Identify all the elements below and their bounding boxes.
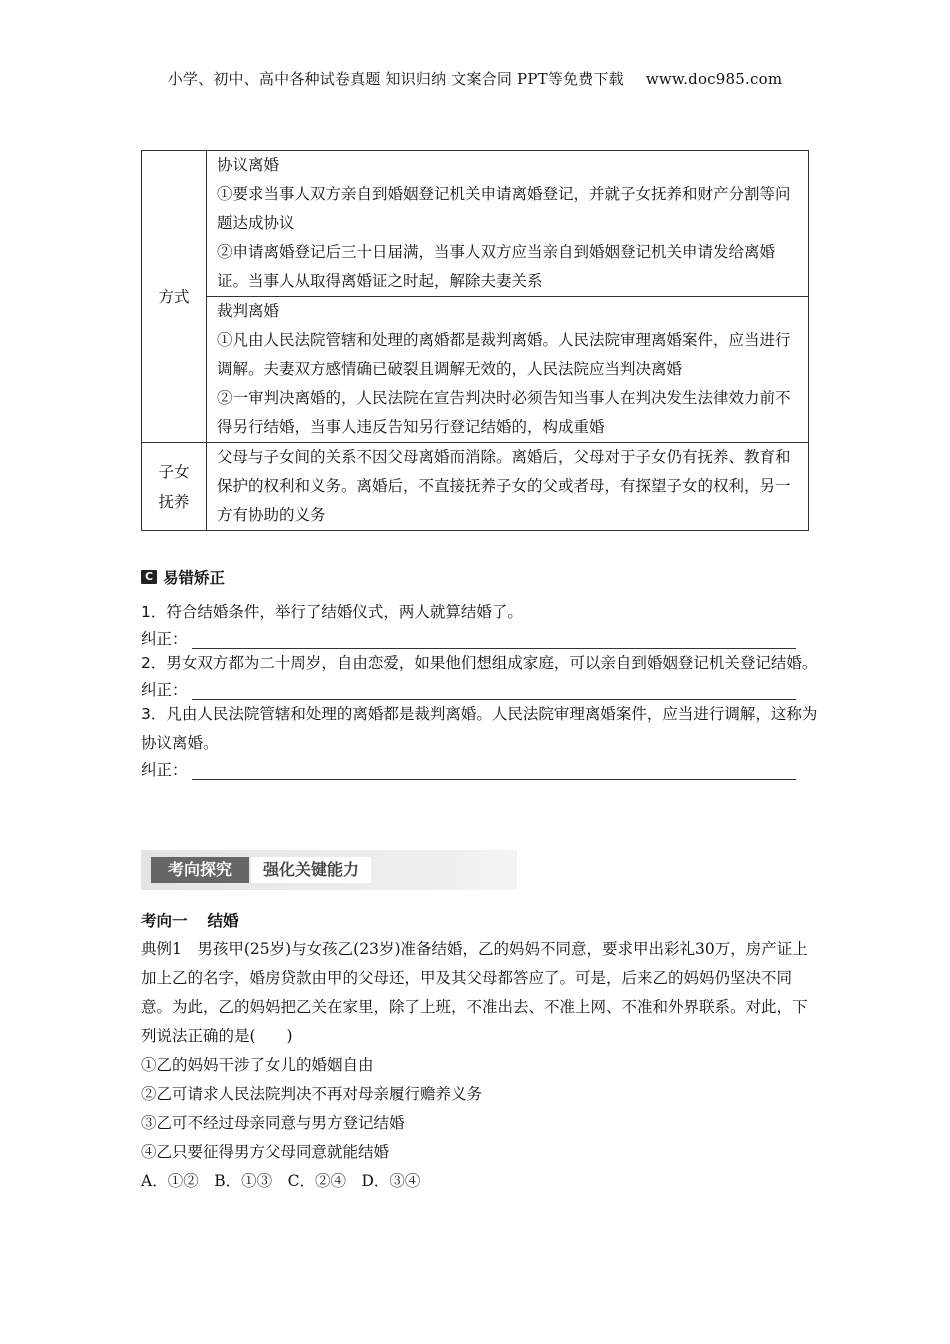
fix-label: 纠正： (141, 630, 188, 648)
caipan-cell (207, 297, 809, 443)
error-section-title (141, 566, 225, 588)
section-banner (141, 850, 517, 890)
xieyi-line2: ②申请离婚登记后三十日届满，当事人双方应当亲自到婚姻登记机关申请发给离婚证。当事人从取得离婚证之时起，解除夫妻关系 (217, 243, 776, 290)
zinv-label-2: 抚养 (158, 492, 190, 511)
question-stem: 典例1 男孩甲(25岁)与女孩乙(23岁)准备结婚，乙的妈妈不同意，要求甲出彩礼30万，房产证上加上乙的名字，婚房贷款由甲的父母还，甲及其父母都答应了。可是，后来乙的妈妈仍坚决不同意。为此，乙的妈妈把乙关在家里，除了上班，不准出去、不准上网、不准和外界联系。对此，下列说法正确的是( ) (141, 940, 808, 1045)
caipan-line1: ①凡由人民法院管辖和处理的离婚都是裁判离婚。人民法院审理离婚案件，应当进行调解。夫妻双方感情确已破裂且调解无效的，人民法院应当判决离婚 (217, 331, 791, 378)
zinv-label (142, 443, 207, 531)
fix-row-1 (141, 627, 821, 649)
option-3: ③乙可不经过母亲同意与男方登记结婚 (141, 1114, 405, 1132)
fix-answer-line[interactable] (192, 628, 796, 649)
option-2: ②乙可请求人民法院判决不再对母亲履行赡养义务 (141, 1085, 483, 1103)
table-row (142, 443, 809, 531)
table-row (142, 151, 809, 297)
fix-label: 纠正： (141, 681, 188, 699)
xieyi-line1: ①要求当事人双方亲自到婚姻登记机关申请离婚登记，并就子女抚养和财产分割等问题达成协议 (217, 185, 791, 232)
caipan-title: 裁判离婚 (217, 302, 280, 320)
fix-label: 纠正： (141, 761, 188, 779)
xieyi-title: 协议离婚 (217, 156, 280, 174)
caipan-line2: ②一审判决离婚的，人民法院在宣告判决时必须告知当事人在判决发生法律效力前不得另行结婚，当事人违反告知另行登记结婚的，构成重婚 (217, 389, 791, 436)
option-1: ①乙的妈妈干涉了女儿的婚姻自由 (141, 1056, 374, 1074)
error-item-3: 3．凡由人民法院管辖和处理的离婚都是裁判离婚。人民法院审理离婚案件，应当进行调解，这称为协议离婚。 (141, 705, 818, 752)
question-topic: 结婚 (207, 911, 239, 930)
zinv-label-1: 子女 (158, 462, 190, 481)
option-4: ④乙只要征得男方父母同意就能结婚 (141, 1143, 390, 1161)
zinv-text: 父母与子女间的关系不因父母离婚而消除。离婚后，父母对于子女仍有抚养、教育和保护的权利和义务。离婚后，不直接抚养子女的父或者母，有探望子女的权利，另一方有协助的义务 (207, 443, 809, 531)
error-item-1: 1．符合结婚条件，举行了结婚仪式，两人就算结婚了。 (141, 603, 523, 621)
banner-left: 考向探究 (151, 857, 249, 883)
knowledge-table (141, 150, 809, 531)
error-title-text: 易错矫正 (163, 569, 226, 587)
header-text: 小学、初中、高中各种试卷真题 知识归纳 文案合同 PPT等免费下载 (167, 70, 624, 88)
fix-answer-line[interactable] (192, 759, 796, 780)
fix-row-2 (141, 678, 821, 700)
fix-answer-line[interactable] (192, 679, 796, 700)
fangshi-label: 方式 (142, 151, 207, 443)
correction-icon: C (141, 570, 157, 584)
fix-row-3 (141, 758, 821, 780)
page-header (0, 68, 950, 89)
table-row (142, 297, 809, 443)
header-url[interactable]: www.doc985.com (645, 70, 783, 88)
question-heading (141, 906, 821, 935)
question-section: 考向一 (141, 911, 188, 930)
answer-choices: A．①② B．①③ C．②④ D．③④ (141, 1172, 421, 1190)
xieyi-cell (207, 151, 809, 297)
error-list (141, 598, 821, 780)
banner-right: 强化关键能力 (251, 857, 371, 883)
question-block (141, 906, 821, 1196)
error-item-2: 2．男女双方都为二十周岁，自由恋爱，如果他们想组成家庭，可以亲自到婚姻登记机关登记结婚。 (141, 654, 818, 672)
